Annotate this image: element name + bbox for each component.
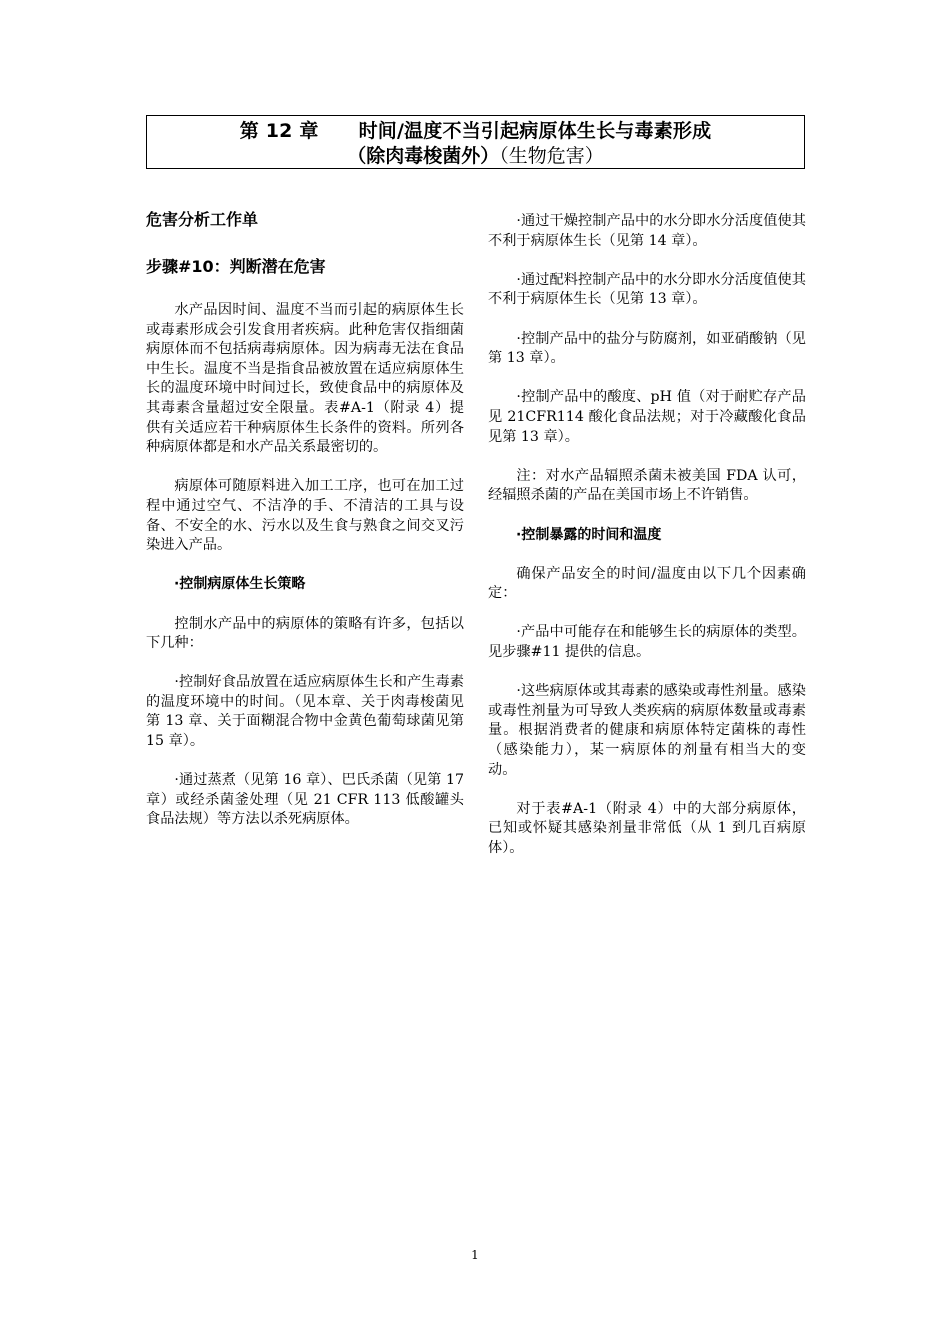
paragraph: ·通过蒸煮（见第 16 章）、巴氏杀菌（见第 17 章）或经杀菌釜处理（见 21 CFR 113 低酸罐头食品法规）等方法以杀死病原体。 — [146, 772, 464, 828]
note-paragraph: 注：对水产品辐照杀菌未被美国 FDA 认可，经辐照杀菌的产品在美国市场上不许销售。 — [488, 467, 806, 504]
subheading: ·控制暴露的时间和温度 — [516, 526, 662, 543]
paragraph: ·通过干燥控制产品中的水分即水分活度值使其不利于病原体生长（见第 14 章）。 — [488, 213, 806, 249]
chapter-subtitle — [147, 144, 804, 168]
section-heading: 危害分析工作单 — [146, 210, 259, 229]
paragraph: ·控制产品中的酸度、pH 值（对于耐贮存产品 见 21CFR114 酸化食品法规；对于冷藏酸化食品 见第 13 章）。 — [488, 389, 806, 445]
paragraph: 确保产品安全的时间/温度由以下几个因素确定： — [488, 565, 806, 602]
paragraph: 对于表#A-1（附录 4）中的大部分病原体，已知或怀疑其感染剂量非常低（从 1 到几百病原体）。 — [488, 800, 806, 856]
page-number: 1 — [471, 1248, 479, 1262]
chapter-title-line1 — [147, 119, 804, 143]
paragraph: 控制水产品中的病原体的策略有许多，包括以下几种： — [146, 615, 464, 652]
subheading: ·控制病原体生长策略 — [174, 576, 306, 593]
chapter-number: 第 12 章 — [239, 120, 319, 142]
paragraph: ·通过配料控制产品中的水分即水分活度值使其不利于病原体生长（见第 13 章）。 — [488, 271, 806, 308]
step-heading: 步骤#10：判断潜在危害 — [146, 257, 326, 276]
paragraph: ·控制产品中的盐分与防腐剂，如亚硝酸钠（见第 13 章）。 — [488, 330, 806, 367]
chapter-title: 时间/温度不当引起病原体生长与毒素形成 — [358, 120, 712, 142]
paragraph: 病原体可随原料进入加工工序，也可在加工过程中通过空气、不洁净的手、不清洁的工具与设备、不安全的水、污水以及生食与熟食之间交叉污染进入产品。 — [146, 478, 464, 554]
left-column — [146, 210, 464, 830]
chapter-subtitle-bold: （除肉毒梭菌外） — [347, 145, 500, 167]
right-column — [488, 212, 806, 859]
paragraph: 水产品因时间、温度不当而引起的病原体生长或毒素形成会引发食用者疾病。此种危害仅指细菌病原体而不包括病毒病原体。因为病毒无法在食品中生长。温度不当是指食品被放置在适应病原体生长的温度环境中时间过长，致使食品中的病原体及其毒素含量超过安全限量。表#A-1（附录 4）提供有关适应若干种病原体生长条件的资料。所列各种病原体都是和水产品关系最密切的。 — [146, 302, 464, 456]
paragraph: ·控制好食品放置在适应病原体生长和产生毒素的温度环境中的时间。（见本章、关于肉毒梭菌见第 13 章、关于面糊混合物中金黄色葡萄球菌见第 15 章）。 — [146, 674, 464, 750]
paragraph: ·产品中可能存在和能够生长的病原体的类型。见步骤#11 提供的信息。 — [488, 624, 806, 661]
chapter-subtitle-normal: （生物危害） — [499, 145, 604, 167]
chapter-title-box — [146, 115, 805, 169]
paragraph: ·这些病原体或其毒素的感染或毒性剂量。感染或毒性剂量为可导致人类疾病的病原体数量或毒素量。根据消费者的健康和病原体特定菌株的毒性（感染能力），某一病原体的剂量有相当大的变动。 — [488, 683, 806, 778]
